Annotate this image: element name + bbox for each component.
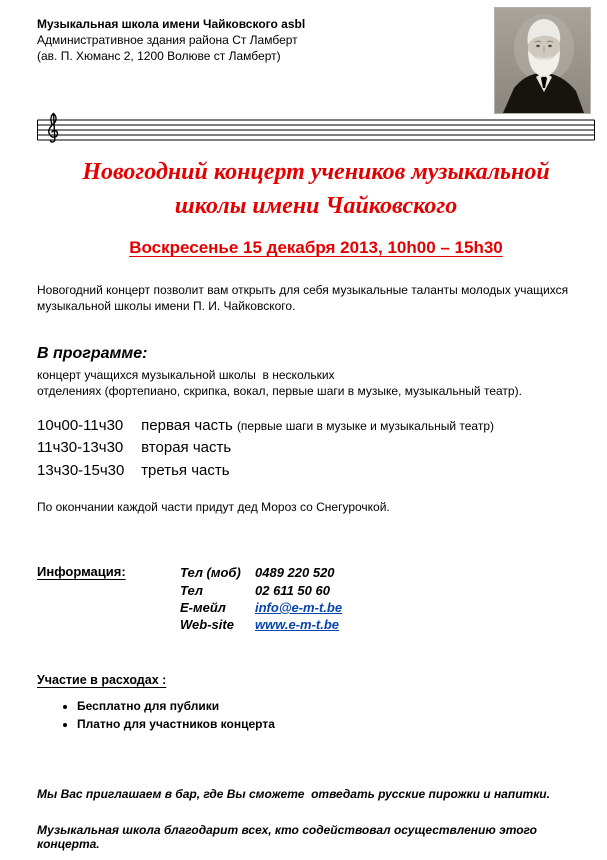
info-value: 02 611 50 60 <box>255 582 330 598</box>
program-description-2: отделениях (фортепиано, скрипка, вокал, первые шаги в музыке, музыкальный театр). <box>37 383 522 398</box>
after-note: По окончании каждой части придут дед Мороз со Снегурочкой. <box>37 500 390 515</box>
event-date: Воскресенье 15 декабря 2013, 10h00 – 15h30 <box>129 238 503 258</box>
address-line-1: Административное здания района Ст Ламберт <box>37 33 298 48</box>
program-heading: В программе: <box>37 344 148 362</box>
intro-paragraph: Новогодний концерт позволит вам открыть для себя музыкальные таланты молодых учащихся музыкальной школы имени П. И. Чайковского. <box>37 283 569 314</box>
schedule <box>37 415 595 483</box>
address-line-2: (ав. П. Хюманс 2, 1200 Волюве ст Ламберт) <box>37 49 281 64</box>
participation-heading: Участие в расходах : <box>37 673 167 688</box>
info-heading: Информация: <box>37 564 126 580</box>
music-staff <box>37 111 595 145</box>
info-row <box>180 616 342 633</box>
info-row <box>180 564 342 581</box>
portrait-image <box>495 8 590 113</box>
closing-line-1: Мы Вас приглашаем в бар, где Вы сможете отведать русские пирожки и напитки. <box>37 787 550 802</box>
page-title <box>37 155 595 225</box>
participation-section <box>37 673 595 733</box>
info-row <box>180 582 342 599</box>
info-label: Тел (моб) <box>180 565 241 581</box>
info-section <box>37 564 595 633</box>
schedule-part: вторая часть <box>141 439 232 457</box>
participation-item: • Бесплатно для публики <box>77 697 595 715</box>
schedule-part: первая часть <box>141 416 233 434</box>
schedule-row <box>37 460 595 483</box>
title-line-2: школы имени Чайковского <box>174 193 458 220</box>
tchaikovsky-portrait <box>495 8 590 113</box>
info-label: Е-мейл <box>180 599 226 615</box>
schedule-row <box>37 437 595 460</box>
schedule-note: (первые шаги в музыке и музыкальный театр) <box>236 418 495 433</box>
school-name: Музыкальная школа имени Чайковского asbl <box>37 17 306 31</box>
schedule-time: 13ч30-15ч30 <box>37 461 125 479</box>
closing-line-2: Музыкальная школа благодарит всех, кто содействовал осуществлению этого концерта. <box>37 823 541 852</box>
treble-clef-icon <box>37 111 595 145</box>
participation-list <box>37 697 595 733</box>
participation-item: • Платно для участников концерта <box>77 715 595 733</box>
info-rows <box>180 564 342 633</box>
website-link[interactable]: www.e-m-t.be <box>255 616 340 632</box>
schedule-time: 11ч30-13ч30 <box>37 439 124 457</box>
program-description-1: концерт учащихся музыкальной школы в нескольких <box>37 367 335 382</box>
email-link[interactable]: info@e-m-t.be <box>255 599 343 615</box>
schedule-part: третья часть <box>141 461 230 479</box>
info-value: 0489 220 520 <box>255 565 335 581</box>
schedule-row <box>37 415 595 438</box>
schedule-time: 10ч00-11ч30 <box>37 416 124 434</box>
info-label: Тел <box>180 582 203 598</box>
info-label: Web-site <box>180 616 234 632</box>
title-line-1: Новогодний концерт учеников музыкальной <box>82 158 550 185</box>
info-row <box>180 599 342 616</box>
